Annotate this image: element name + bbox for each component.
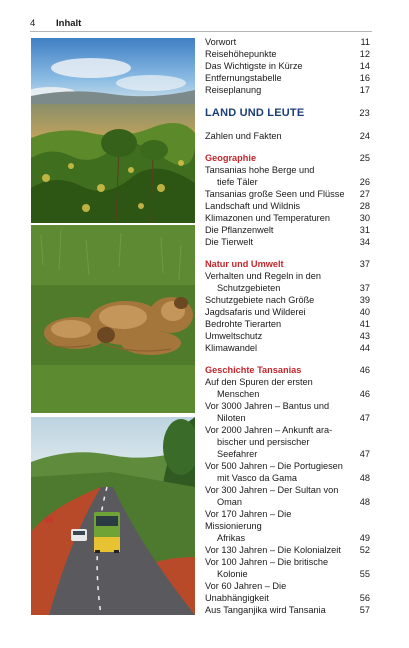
- toc-entry[interactable]: Tansanias große Seen und Flüsse 27: [205, 189, 370, 199]
- toc-entry[interactable]: Jagdsafaris und Wilderei 40: [205, 307, 370, 317]
- page-title: Inhalt: [56, 18, 82, 29]
- toc-entry[interactable]: Klimazonen und Temperaturen 30: [205, 213, 370, 223]
- photo-lions-resting: [31, 225, 195, 413]
- toc-section-heading[interactable]: Geographie 25: [205, 153, 370, 163]
- toc-entry[interactable]: Reisehöhepunkte 12: [205, 49, 370, 59]
- toc-entry[interactable]: Umweltschutz 43: [205, 331, 370, 341]
- toc-entry[interactable]: Vor 500 Jahren – Die Portugiesen mit Vasco da Gama 48: [205, 461, 370, 483]
- toc-entry[interactable]: Auf den Spuren der ersten Menschen 46: [205, 377, 370, 399]
- toc-entry[interactable]: Die Tierwelt 34: [205, 237, 370, 247]
- toc-entry[interactable]: Das Wichtigste in Kürze 14: [205, 61, 370, 71]
- toc-entry[interactable]: Vor 130 Jahren – Die Kolonialzeit 52: [205, 545, 370, 555]
- toc-entry[interactable]: Vor 60 Jahren – Die Unabhängigkeit 56: [205, 581, 370, 603]
- toc-entry[interactable]: Entfernungstabelle 16: [205, 73, 370, 83]
- toc-entry[interactable]: Bedrohte Tierarten 41: [205, 319, 370, 329]
- photo-road-with-bus: [31, 417, 195, 615]
- page-header: [30, 18, 372, 32]
- toc-section-heading[interactable]: Natur und Umwelt 37: [205, 259, 370, 269]
- toc-section-heading[interactable]: Geschichte Tansanias 46: [205, 365, 370, 375]
- toc-entry[interactable]: Vorwort 11: [205, 37, 370, 47]
- toc-entry[interactable]: Die Pflanzenwelt 31: [205, 225, 370, 235]
- toc-entry[interactable]: Klimawandel 44: [205, 343, 370, 353]
- table-of-contents: [205, 36, 370, 616]
- toc-entry[interactable]: Landschaft und Wildnis 28: [205, 201, 370, 211]
- toc-entry[interactable]: Verhalten und Regeln in den Schutzgebieten 37: [205, 271, 370, 293]
- toc-entry[interactable]: Vor 170 Jahren – Die Missionierung Afrikas 49: [205, 509, 370, 543]
- toc-entry[interactable]: Zahlen und Fakten 24: [205, 131, 370, 141]
- header-rule: [30, 31, 372, 32]
- toc-part-heading[interactable]: LAND UND LEUTE 23: [205, 107, 370, 119]
- photo-savanna-landscape: [31, 38, 195, 223]
- toc-entry[interactable]: Vor 100 Jahren – Die britische Kolonie 55: [205, 557, 370, 579]
- toc-entry[interactable]: Vor 300 Jahren – Der Sultan von Oman 48: [205, 485, 370, 507]
- toc-entry[interactable]: Aus Tanganjika wird Tansania 57: [205, 605, 370, 615]
- toc-entry[interactable]: Tansanias hohe Berge und tiefe Täler 26: [205, 165, 370, 187]
- page-number: 4: [30, 18, 36, 29]
- toc-entry[interactable]: Schutzgebiete nach Größe 39: [205, 295, 370, 305]
- toc-entry[interactable]: Vor 2000 Jahren – Ankunft ara- bischer und persischer Seefahrer 47: [205, 425, 370, 459]
- toc-entry[interactable]: Vor 3000 Jahren – Bantus und Niloten 47: [205, 401, 370, 423]
- toc-entry[interactable]: Reiseplanung 17: [205, 85, 370, 95]
